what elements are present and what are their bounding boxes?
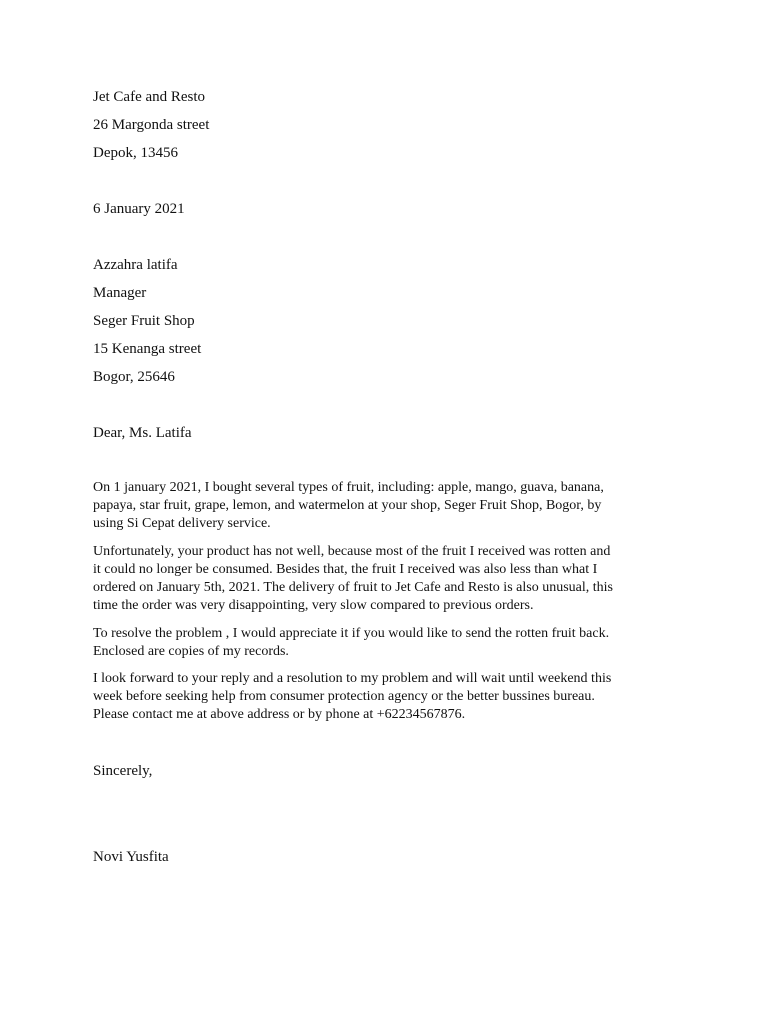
sender-street: 26 Margonda street	[93, 117, 210, 133]
body-paragraph-4	[93, 670, 693, 724]
recipient-city: Bogor, 25646	[93, 369, 175, 385]
sender-city: Depok, 13456	[93, 145, 178, 161]
paragraph-line: On 1 january 2021, I bought several types of fruit, including: apple, mango, guava, banana,	[93, 480, 604, 495]
body-paragraph-3	[93, 625, 693, 661]
closing: Sincerely,	[93, 763, 153, 779]
salutation: Dear, Ms. Latifa	[93, 425, 192, 441]
paragraph-line: using Si Cepat delivery service.	[93, 516, 271, 531]
paragraph-line: Enclosed are copies of my records.	[93, 644, 289, 659]
paragraph-line: week before seeking help from consumer protection agency or the better bussines bureau.	[93, 689, 595, 704]
paragraph-line: it could no longer be consumed. Besides that, the fruit I received was also less than what I	[93, 562, 598, 577]
body-paragraph-1	[93, 479, 693, 533]
paragraph-line: ordered on January 5th, 2021. The delivery of fruit to Jet Cafe and Resto is also unusual, this	[93, 580, 613, 595]
paragraph-line: Unfortunately, your product has not well, because most of the fruit I received was rotten and	[93, 544, 611, 559]
paragraph-line: I look forward to your reply and a resolution to my problem and will wait until weekend this	[93, 671, 612, 686]
paragraph-line: papaya, star fruit, grape, lemon, and watermelon at your shop, Seger Fruit Shop, Bogor, by	[93, 498, 602, 513]
signature-name: Novi Yusfita	[93, 849, 169, 865]
sender-name: Jet Cafe and Resto	[93, 89, 206, 105]
recipient-street: 15 Kenanga street	[93, 341, 202, 357]
letter-date: 6 January 2021	[93, 201, 185, 217]
paragraph-line: Please contact me at above address or by phone at +62234567876.	[93, 707, 466, 722]
paragraph-line: To resolve the problem , I would appreciate it if you would like to send the rotten fruit back.	[93, 626, 610, 641]
recipient-title: Manager	[93, 285, 147, 301]
recipient-name: Azzahra latifa	[93, 257, 178, 273]
paragraph-line: time the order was very disappointing, very slow compared to previous orders.	[93, 598, 534, 613]
body-paragraph-2	[93, 543, 693, 615]
recipient-company: Seger Fruit Shop	[93, 313, 195, 329]
